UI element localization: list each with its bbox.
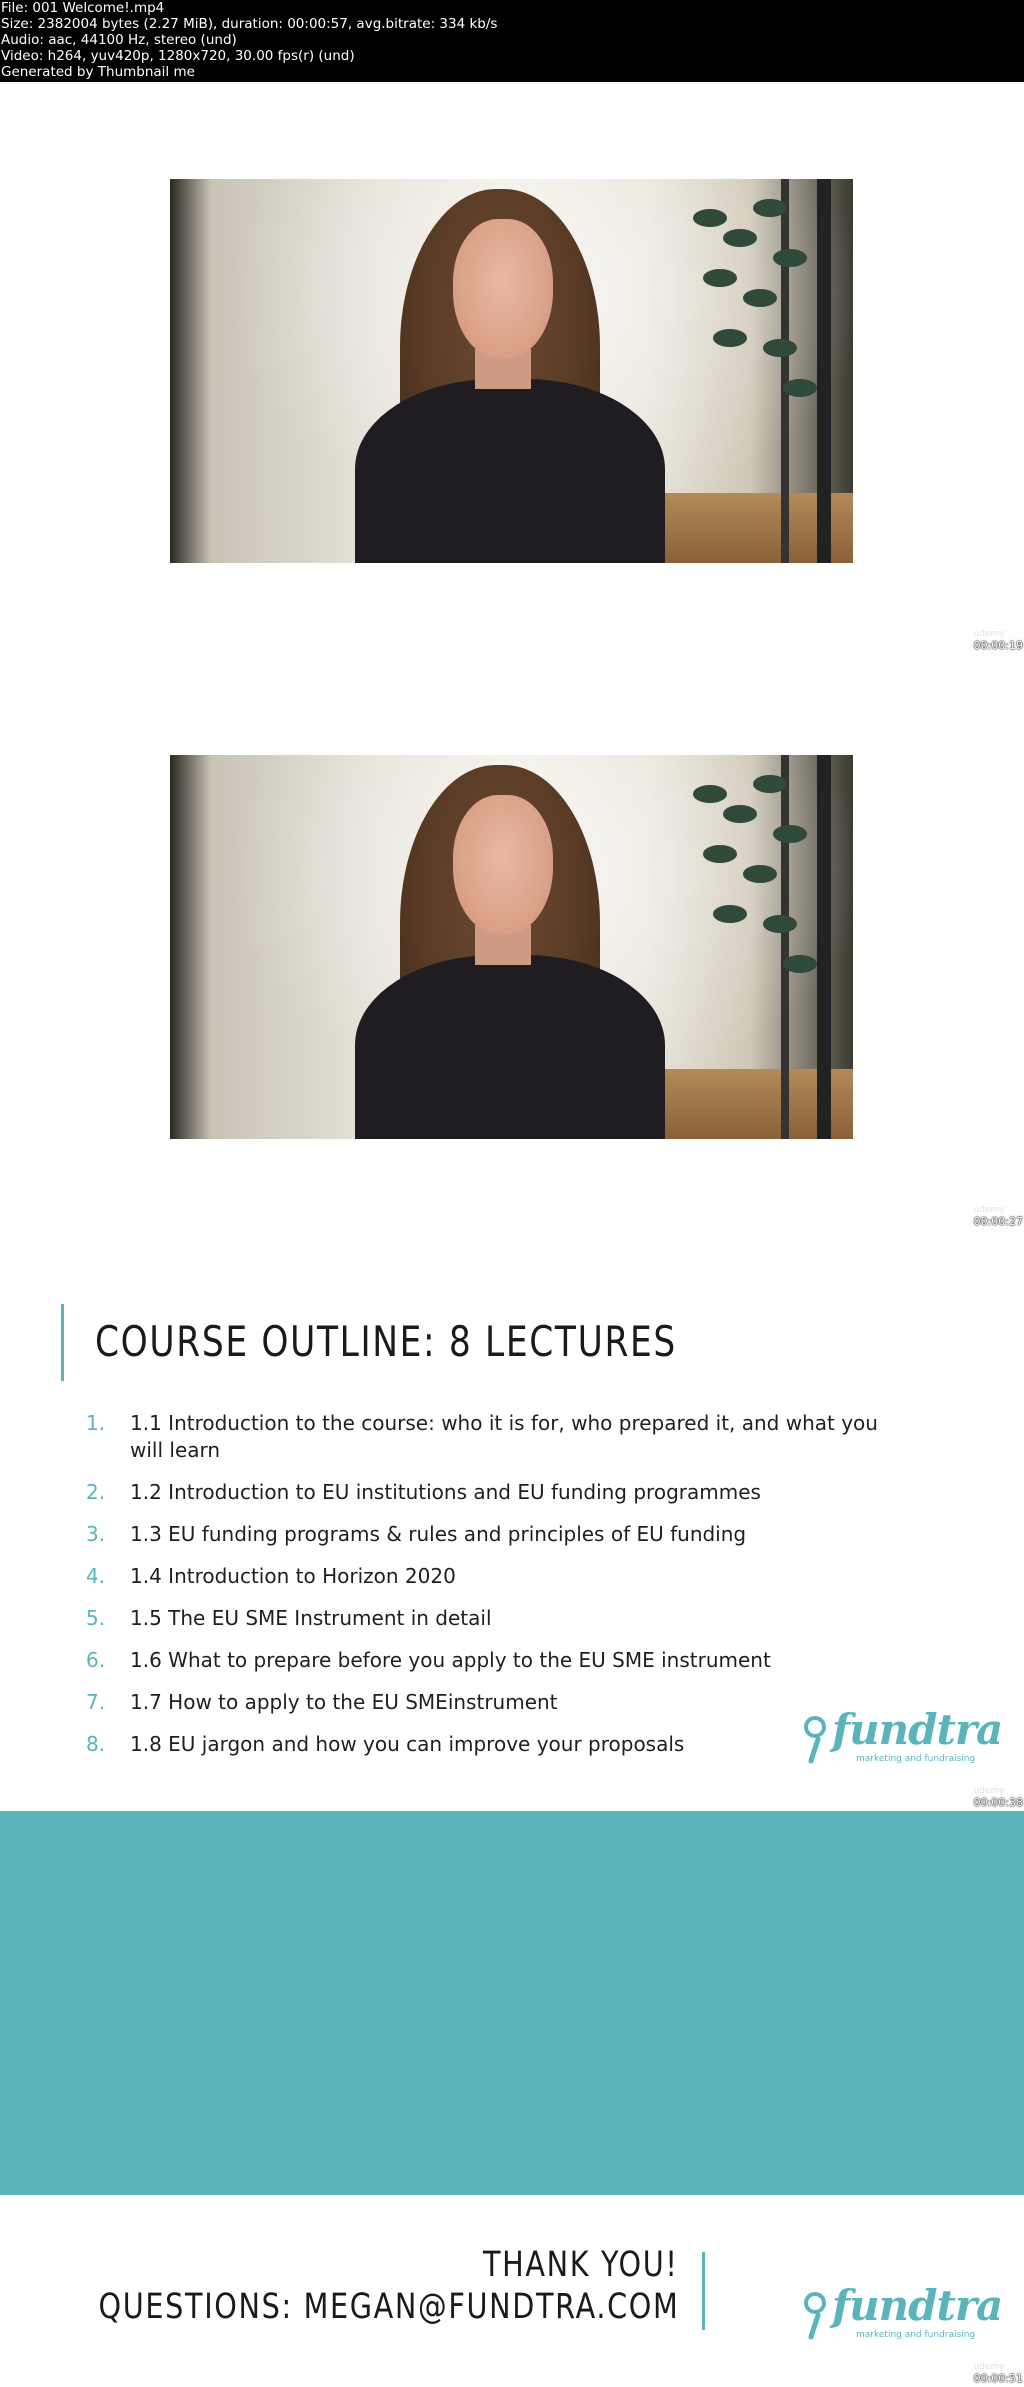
presenter-image [355, 379, 665, 563]
list-item: 7. 1.7 How to apply to the EU SMEinstrument [86, 1690, 558, 1714]
contact-email: QUESTIONS: MEGAN@FUNDTRA.COM [98, 2287, 679, 2327]
plant-image [683, 189, 833, 489]
info-audio: Audio: aac, 44100 Hz, stereo (und) [1, 32, 237, 48]
fundtra-logo: fundtra marketing and fundraising [802, 1712, 982, 1772]
thumbnail-frame-2 [0, 658, 1024, 1234]
info-generator: Generated by Thumbnail me [1, 64, 195, 80]
video-info-header [0, 0, 1024, 82]
list-item: 1. 1.1 Introduction to the course: who it is for, who prepared it, and what you will learn [86, 1411, 878, 1462]
list-item: 8. 1.8 EU jargon and how you can improve your proposals [86, 1732, 685, 1756]
thumbnail-frame-1 [0, 82, 1024, 658]
list-item: 5. 1.5 The EU SME Instrument in detail [86, 1606, 492, 1630]
fundtra-logo: fundtra marketing and fundraising [802, 2288, 982, 2348]
thanks-accent-bar [702, 2252, 705, 2330]
presenter-image [355, 955, 665, 1139]
list-item: 3. 1.3 EU funding programs & rules and principles of EU funding [86, 1522, 747, 1546]
video-still [170, 179, 853, 563]
teal-band [0, 1811, 1024, 2195]
title-accent-bar [61, 1304, 64, 1381]
frame-timestamp: udemy 00:00:38 [973, 1786, 1023, 1809]
frame-timestamp: udemy 00:00:27 [973, 1205, 1023, 1228]
info-video: Video: h264, yuv420p, 1280x720, 30.00 fps(r) (und) [1, 48, 355, 64]
info-file: File: 001 Welcome!.mp4 [1, 0, 165, 16]
magnifier-icon [804, 2292, 826, 2314]
info-size: Size: 2382004 bytes (2.27 MiB), duration: 00:00:57, avg.bitrate: 334 kb/s [1, 16, 498, 32]
thank-you-heading: THANK YOU! [483, 2245, 679, 2285]
list-item: 6. 1.6 What to prepare before you apply to the EU SME instrument [86, 1648, 771, 1672]
frame-timestamp: udemy 00:00:19 [973, 629, 1023, 652]
video-still [170, 755, 853, 1139]
magnifier-icon [804, 1716, 826, 1738]
slide-title: COURSE OUTLINE: 8 LECTURES [95, 1317, 677, 1366]
frame-timestamp: udemy 00:00:51 [973, 2362, 1023, 2385]
course-outline-list [86, 1410, 906, 1773]
plant-image [683, 765, 833, 1065]
list-item: 2. 1.2 Introduction to EU institutions and EU funding programmes [86, 1480, 761, 1504]
list-item: 4. 1.4 Introduction to Horizon 2020 [86, 1564, 456, 1588]
